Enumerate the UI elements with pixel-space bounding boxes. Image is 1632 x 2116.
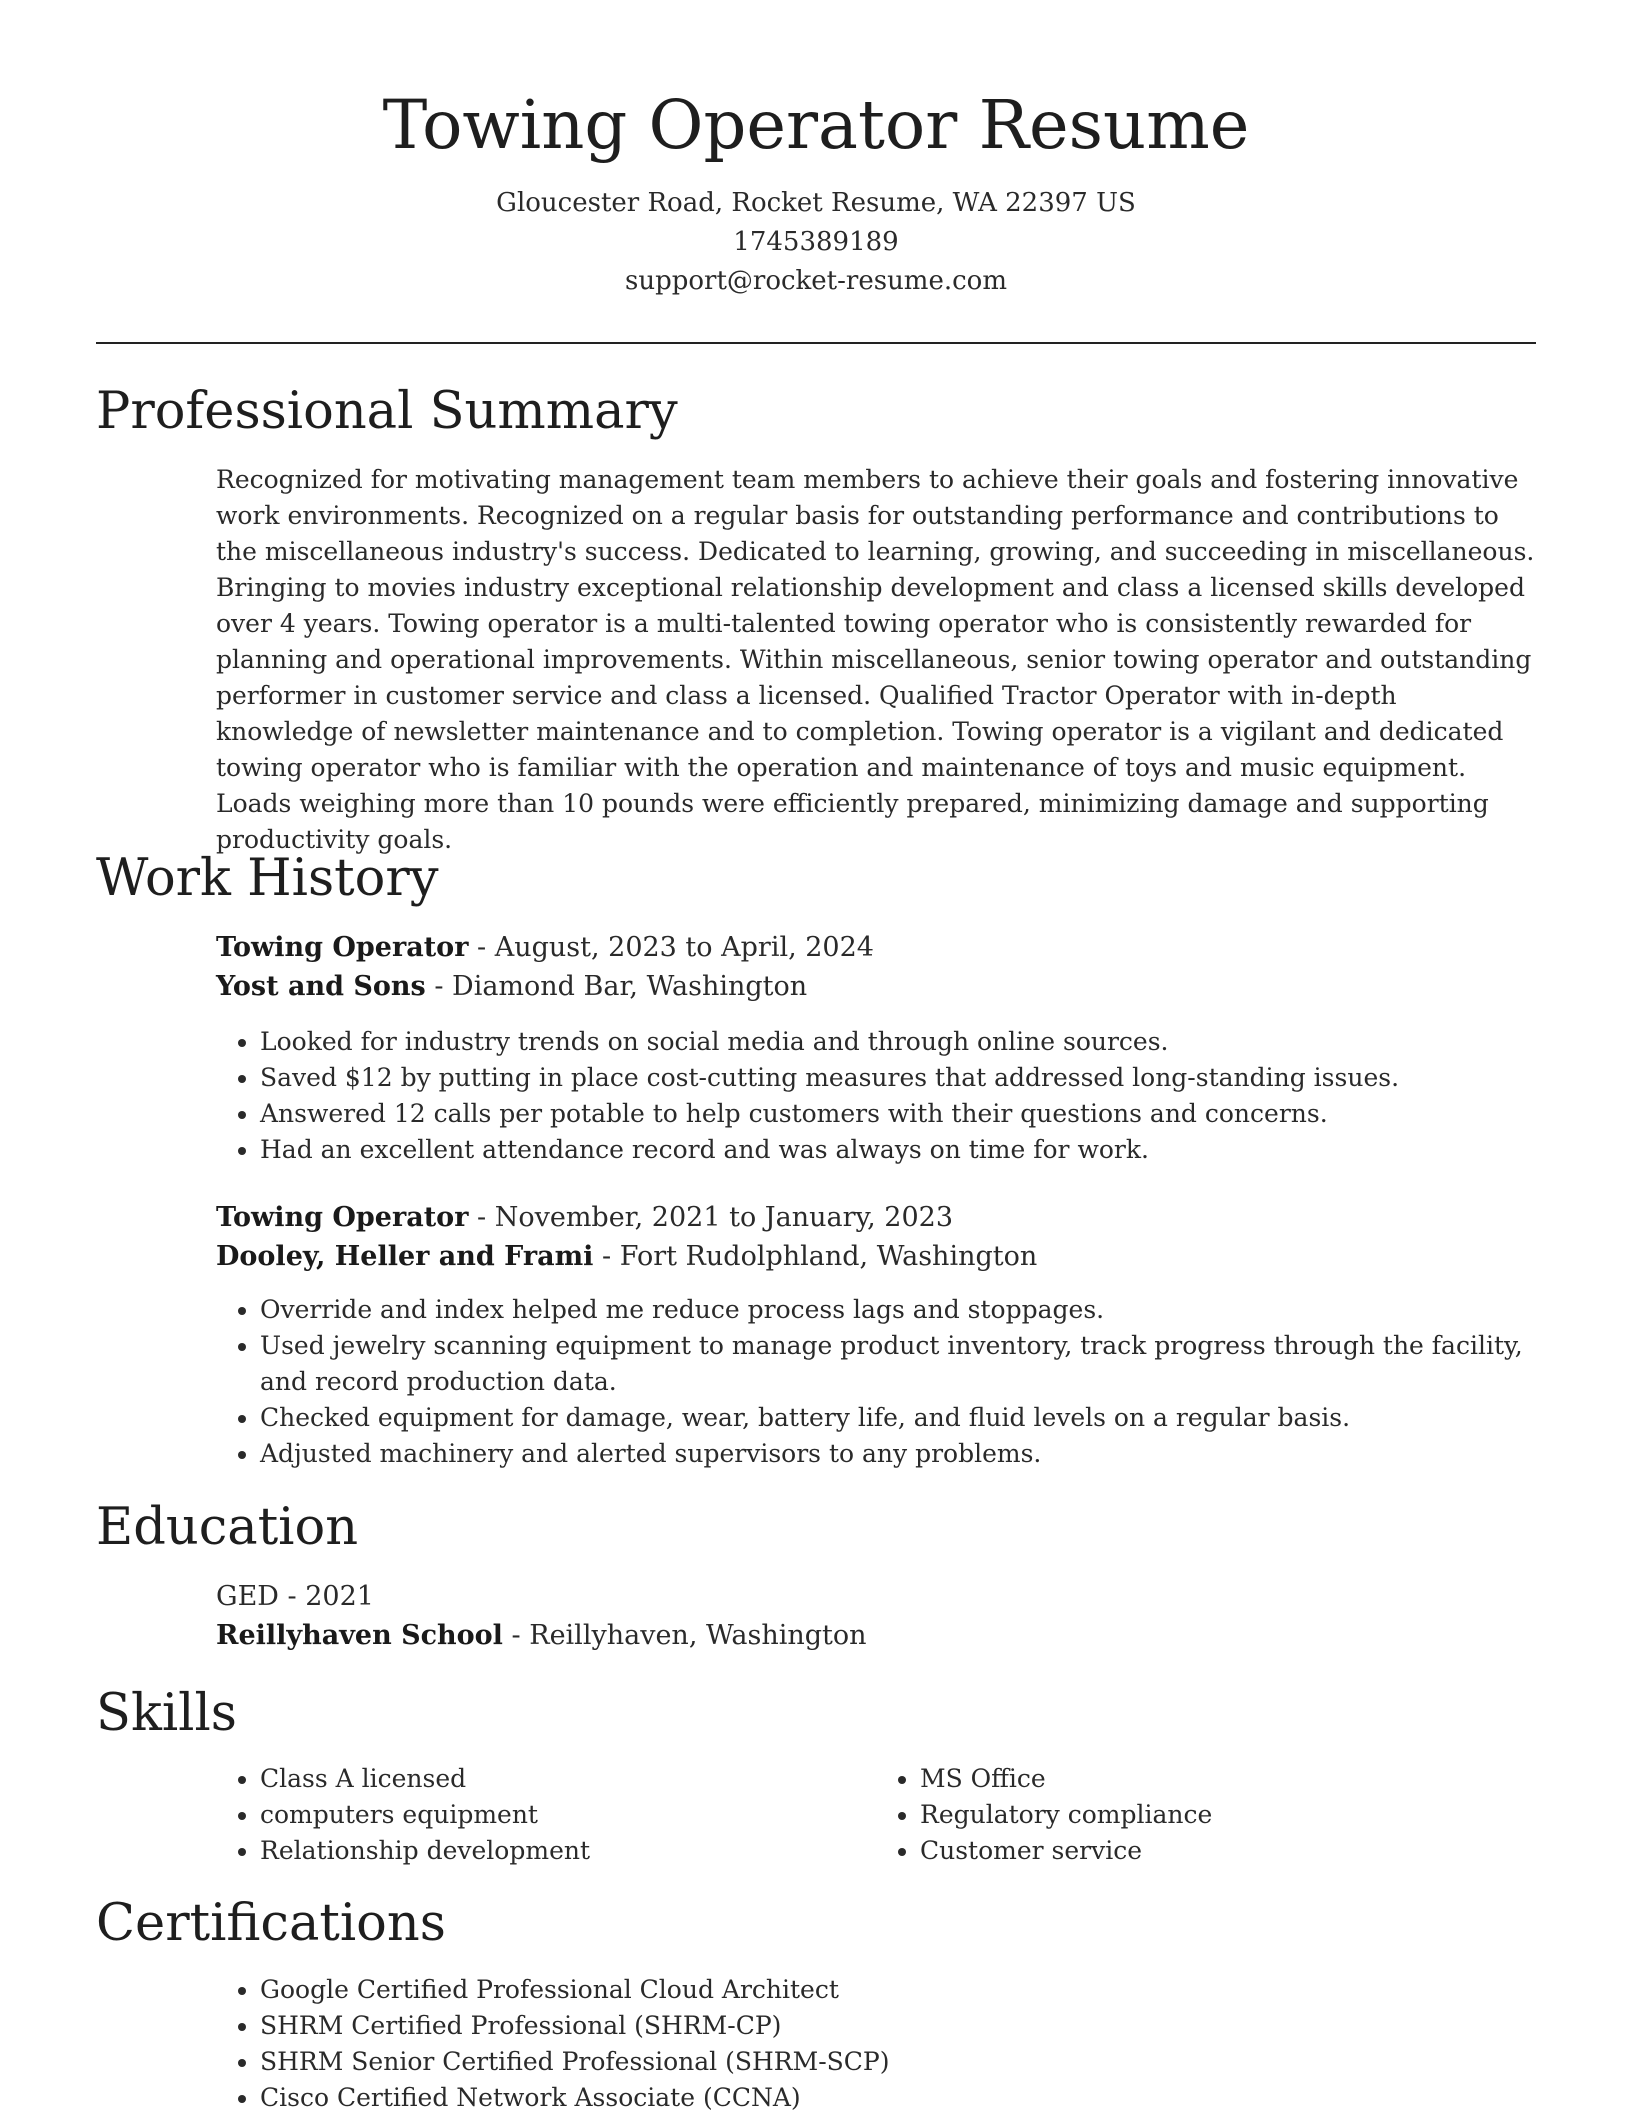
education-degree-line xyxy=(216,1577,1536,1616)
skills-block xyxy=(216,1761,1536,1869)
skill-item: • Class A licensed xyxy=(260,1761,876,1797)
summary-text: Recognized for motivating management team members to achieve their goals and fostering innovative work environments. Recognized on a regular basis for outstanding performance and contributions to the miscellaneous industry's success. Dedicated to learning, growing, and succeeding in miscellaneous. Bringing to movies industry exceptional relationship development and class a licensed skills developed over 4 years. Towing operator is a multi-talented towing operator who is consistently rewarded for planning and operational improvements. Within miscellaneous, senior towing operator and outstanding performer in customer service and class a licensed. Qualified Tractor Operator with in-depth knowledge of newsletter maintenance and to completion. Towing operator is a vigilant and dedicated towing operator who is familiar with the operation and maintenance of toys and music equipment. Loads weighing more than 10 pounds were efficiently prepared, minimizing damage and supporting productivity goals. xyxy=(216,465,1535,854)
education-entry xyxy=(216,1577,1536,1655)
header-divider xyxy=(96,342,1536,344)
skills-heading: Skills xyxy=(96,1684,237,1743)
job-duty: • Had an excellent attendance record and was always on time for work. xyxy=(260,1132,1536,1168)
job-duty: • Looked for industry trends on social media and through online sources. xyxy=(260,1024,1536,1060)
job-duty: • Saved $12 by putting in place cost-cutting measures that addressed long-standing issues. xyxy=(260,1060,1536,1096)
certification-item: • Cisco Certified Network Associate (CCNA) xyxy=(260,2080,1536,2116)
contact-address: Gloucester Road, Rocket Resume, WA 22397 US xyxy=(496,188,1136,218)
skills-list-right xyxy=(876,1761,1536,1869)
job-duty: • Used jewelry scanning equipment to manage product inventory, track progress through the facility, and record production data. xyxy=(260,1328,1536,1400)
certification-item: • Google Certified Professional Cloud Architect xyxy=(260,1972,1536,2008)
job-duty: • Answered 12 calls per potable to help customers with their questions and concerns. xyxy=(260,1096,1536,1132)
job-title: Towing Operator xyxy=(216,932,469,963)
skill-item: • Customer service xyxy=(920,1833,1536,1869)
contact-info xyxy=(0,184,1632,301)
education-school: Reillyhaven School xyxy=(216,1620,503,1651)
job-duty: • Adjusted machinery and alerted supervisors to any problems. xyxy=(260,1436,1536,1472)
job-entry xyxy=(216,928,1536,1168)
job-company-line xyxy=(216,967,1536,1006)
job-company-line xyxy=(216,1237,1536,1276)
education-heading: Education xyxy=(96,1498,359,1557)
education-degree: GED xyxy=(216,1581,279,1612)
skill-item: • MS Office xyxy=(920,1761,1536,1797)
certifications-block xyxy=(216,1972,1536,2116)
skill-item: • Regulatory compliance xyxy=(920,1797,1536,1833)
education-location: - Reillyhaven, Washington xyxy=(502,1620,867,1651)
skill-item: • Relationship development xyxy=(260,1833,876,1869)
certifications-list xyxy=(216,1972,1536,2116)
education-year: - 2021 xyxy=(278,1581,374,1612)
job-title: Towing Operator xyxy=(216,1202,469,1233)
skills-list-left xyxy=(216,1761,876,1869)
job-duties-list xyxy=(216,1292,1536,1472)
job-location: - Fort Rudolphland, Washington xyxy=(593,1241,1038,1272)
job-company: Dooley, Heller and Frami xyxy=(216,1241,594,1272)
certifications-heading: Certifications xyxy=(96,1894,446,1953)
certification-item: • SHRM Certified Professional (SHRM-CP) xyxy=(260,2008,1536,2044)
contact-email: support@rocket-resume.com xyxy=(624,266,1007,296)
education-school-line xyxy=(216,1616,1536,1655)
summary-heading: Professional Summary xyxy=(96,382,678,441)
skill-item: • computers equipment xyxy=(260,1797,876,1833)
job-entry xyxy=(216,1198,1536,1472)
job-duty: • Override and index helped me reduce process lags and stoppages. xyxy=(260,1292,1536,1328)
resume-title: Towing Operator Resume xyxy=(382,86,1250,164)
job-duties-list xyxy=(216,1024,1536,1168)
certification-item: • SHRM Senior Certified Professional (SHRM-SCP) xyxy=(260,2044,1536,2080)
job-title-line xyxy=(216,1198,1536,1237)
summary-block xyxy=(216,462,1536,858)
work-history-heading: Work History xyxy=(96,849,439,908)
job-dates: - November, 2021 to January, 2023 xyxy=(468,1202,954,1233)
job-company: Yost and Sons xyxy=(216,971,426,1002)
contact-phone: 1745389189 xyxy=(733,227,899,257)
job-dates: - August, 2023 to April, 2024 xyxy=(468,932,874,963)
job-duty: • Checked equipment for damage, wear, battery life, and fluid levels on a regular basis. xyxy=(260,1400,1536,1436)
job-title-line xyxy=(216,928,1536,967)
resume-header xyxy=(0,80,1632,301)
job-location: - Diamond Bar, Washington xyxy=(425,971,808,1002)
